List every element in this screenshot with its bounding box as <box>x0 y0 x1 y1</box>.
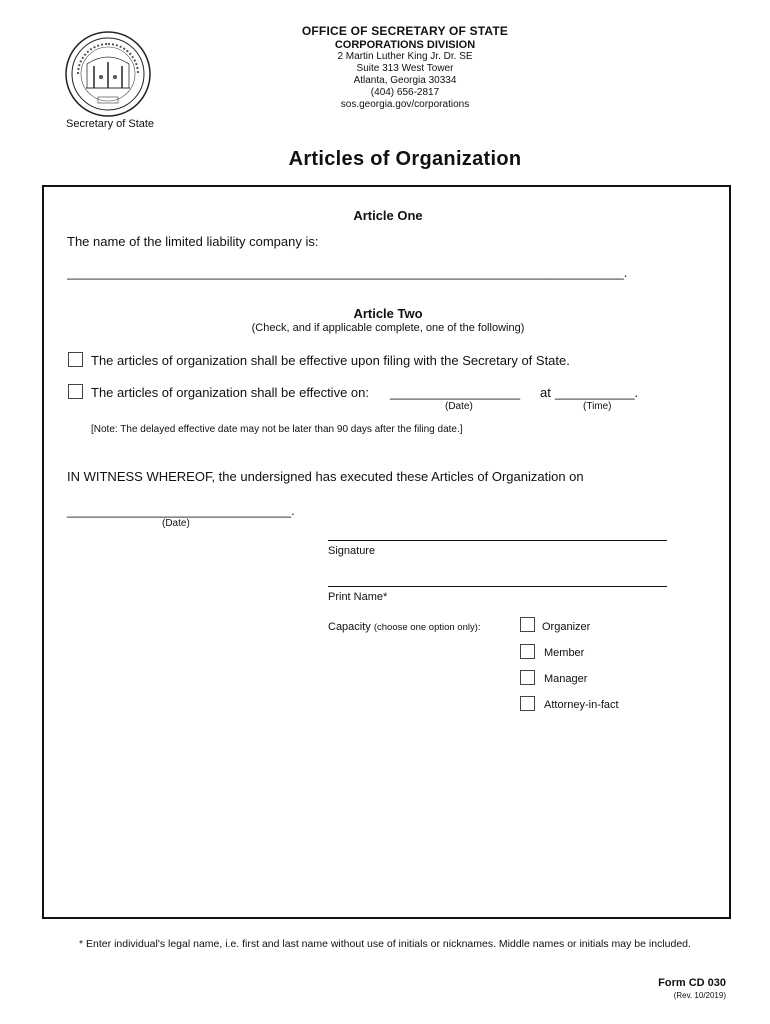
capacity-label <box>328 621 481 633</box>
signature-label: Signature <box>328 545 376 557</box>
at-label: at <box>540 385 551 400</box>
address-line: Atlanta, Georgia 30334 <box>353 75 457 86</box>
capacity-attorney-checkbox[interactable] <box>520 696 535 711</box>
print-name-field[interactable] <box>328 586 667 587</box>
delayed-date-note: [Note: The delayed effective date may not be later than 90 days after the filing date.] <box>91 424 463 435</box>
capacity-member-checkbox[interactable] <box>520 644 535 659</box>
execution-date-field[interactable]: _______________________________. <box>67 503 295 518</box>
witness-statement: IN WITNESS WHEREOF, the undersigned has executed these Articles of Organization on <box>67 469 584 484</box>
llc-name-prompt: The name of the limited liability company is: <box>67 234 319 249</box>
effective-time-field[interactable]: ___________. <box>555 385 639 400</box>
capacity-member-label: Member <box>544 647 585 659</box>
capacity-manager-label: Manager <box>544 673 588 685</box>
article-one-heading: Article One <box>353 208 423 223</box>
form-number: Form CD 030 <box>658 977 726 989</box>
effective-on-date-label: The articles of organization shall be effective on: <box>91 385 369 400</box>
capacity-manager-checkbox[interactable] <box>520 670 535 685</box>
time-caption: (Time) <box>583 401 612 412</box>
article-two-instructions: (Check, and if applicable complete, one of the following) <box>251 322 525 334</box>
effective-date-field[interactable]: __________________ <box>390 385 521 400</box>
office-header <box>0 24 770 111</box>
capacity-organizer-label: Organizer <box>542 621 591 633</box>
address-line: Suite 313 West Tower <box>356 63 454 74</box>
print-name-label: Print Name* <box>328 591 388 603</box>
form-revision: (Rev. 10/2019) <box>673 991 726 1000</box>
office-name: OFFICE OF SECRETARY OF STATE <box>301 24 509 38</box>
capacity-organizer-checkbox[interactable] <box>520 617 535 632</box>
article-two-heading: Article Two <box>353 306 423 321</box>
capacity-label-text: Capacity <box>328 621 371 633</box>
website-line: sos.georgia.gov/corporations <box>340 99 470 110</box>
address-line: 2 Martin Luther King Jr. Dr. SE <box>337 51 473 62</box>
phone-line: (404) 656-2817 <box>370 87 440 98</box>
effective-on-date-checkbox[interactable] <box>68 384 83 399</box>
capacity-attorney-label: Attorney-in-fact <box>544 699 619 711</box>
capacity-hint: (choose one option only): <box>373 622 481 633</box>
signature-field[interactable] <box>328 540 667 541</box>
form-title: Articles of Organization <box>288 148 522 170</box>
division-name: CORPORATIONS DIVISION <box>334 39 476 51</box>
form-frame <box>42 185 731 919</box>
seal-caption: Secretary of State <box>66 118 155 130</box>
execution-date-caption: (Date) <box>162 518 190 529</box>
date-caption: (Date) <box>445 401 473 412</box>
effective-upon-filing-label: The articles of organization shall be effective upon filing with the Secretary of State. <box>91 353 570 368</box>
llc-name-field[interactable]: _____________________________________________________________________________. <box>67 265 628 280</box>
effective-upon-filing-checkbox[interactable] <box>68 352 83 367</box>
legal-name-footnote: * Enter individual's legal name, i.e. first and last name without use of initials or nicknames. Middle names or initials may be included. <box>79 938 691 950</box>
